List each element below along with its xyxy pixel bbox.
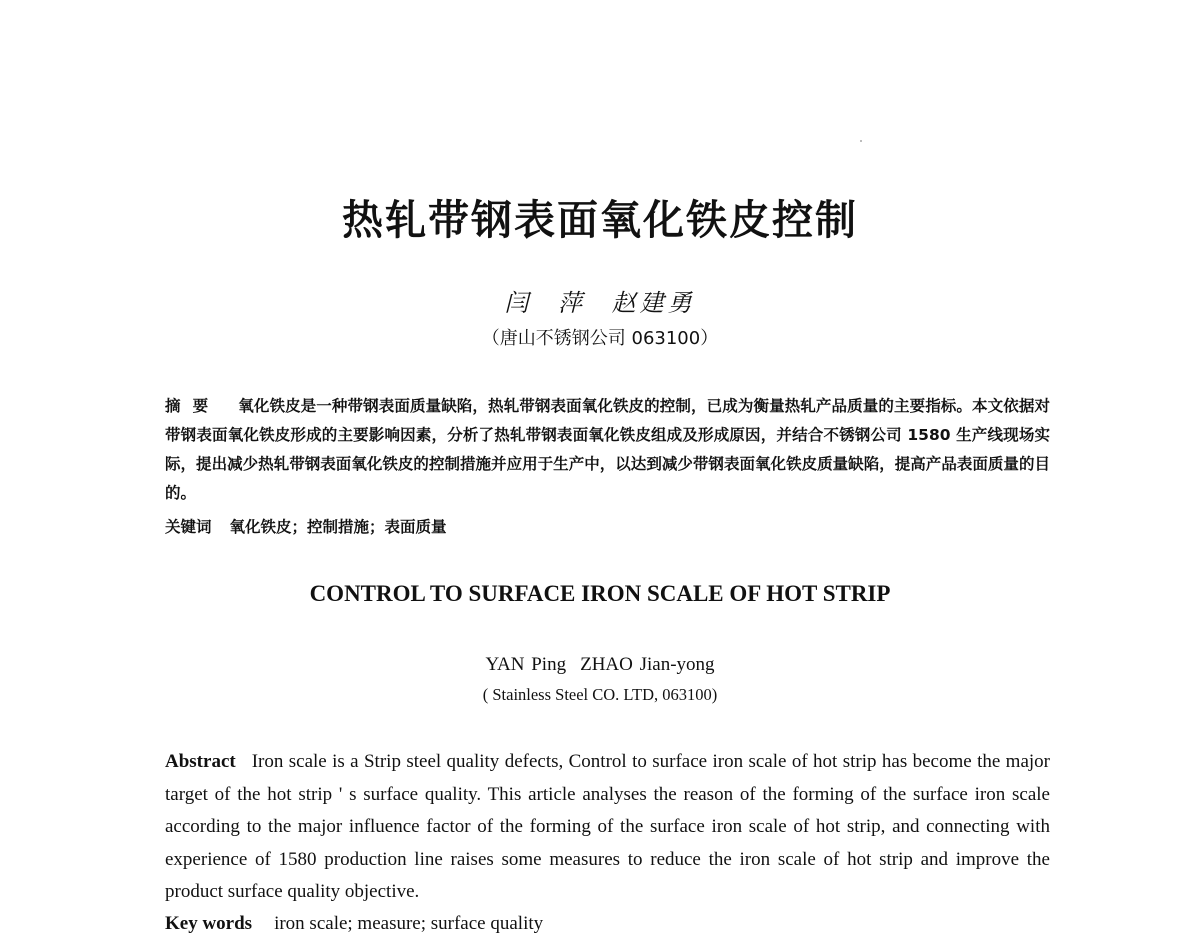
english-authors [0,652,1200,678]
chinese-abstract [165,392,1050,508]
chinese-keywords [165,513,1050,541]
chinese-keywords-label: 关键词 [165,518,212,536]
english-abstract-label: Abstract [165,751,236,772]
english-title: CONTROL TO SURFACE IRON SCALE OF HOT STRIP [309,581,891,606]
english-affiliation: ( Stainless Steel CO. LTD, 063100) [482,685,718,704]
english-abstract [165,746,1050,909]
english-keywords-text: iron scale; measure; surface quality [274,913,544,934]
english-abstract-text: Iron scale is a Strip steel quality defects, Control to surface iron scale of hot strip has become the major target of the hot strip ' s surface quality. This article analyses the reason of the forming of the surface iron scale according to the major influence factor of the forming of the surface iron scale of hot strip, and connecting with experience of 1580 production line raises some measures to reduce the iron scale of hot strip and improve the product surface quality objective. [165,751,1050,902]
english-keywords-label: Key words [165,913,253,934]
chinese-keywords-text: 氧化铁皮；控制措施；表面质量 [229,518,447,536]
english-author-2: ZHAO Jian-yong [580,654,715,675]
chinese-affiliation: （唐山不锈钢公司 063100） [481,328,719,349]
chinese-abstract-label: 摘要 [165,397,221,415]
chinese-title: 热轧带钢表面氧化铁皮控制 [342,196,858,244]
english-author-1: YAN Ping [485,654,567,675]
english-keywords [165,909,1050,939]
chinese-authors: 闫 萍 赵建勇 [504,289,696,317]
chinese-abstract-text: 氧化铁皮是一种带钢表面质量缺陷，热轧带钢表面氧化铁皮的控制，已成为衡量热轧产品质量的主要指标。本文依据对带钢表面氧化铁皮形成的主要影响因素，分析了热轧带钢表面氧化铁皮组成及形成原因，并结合不锈钢公司 1580 生产线现场实际，提出减少热轧带钢表面氧化铁皮的控制措施并应用于生产中，以达到减少带钢表面氧化铁皮质量缺陷，提高产品表面质量的目的。 [165,397,1050,502]
scan-speck [860,140,862,142]
